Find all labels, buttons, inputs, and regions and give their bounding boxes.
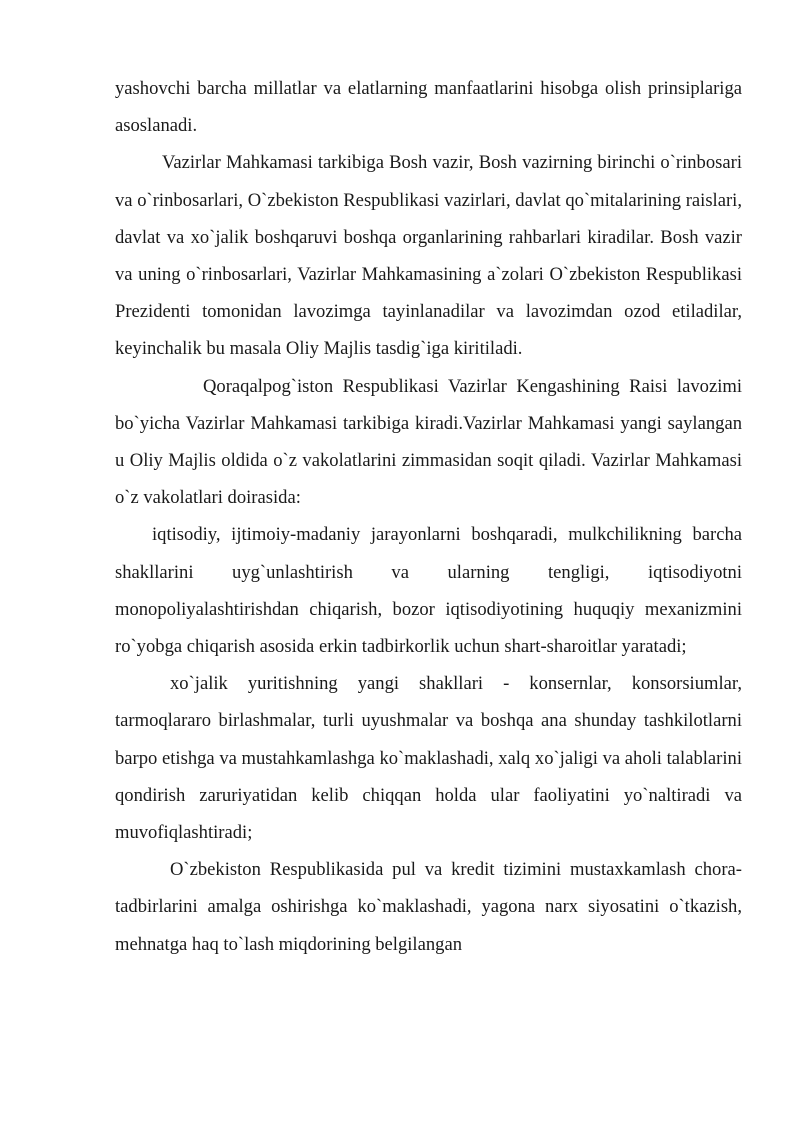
- paragraph-cabinet-composition: Vazirlar Mahkamasi tarkibiga Bosh vazir, Bosh vazirning birinchi o`rinbosari va o`rinbosarlari, O`zbekiston Respublikasi vazirlari, davlat qo`mitalarining raislari, davlat va xo`jalik boshqaruvi boshqa organlarining rahbarlari kiradilar. Bosh vazir va uning o`rinbosarlari, Vazirlar Mahkamasining a`zolari O`zbekiston Respublikasi Prezidenti tomonidan lavozimga tayinlanadilar va lavozimdan ozod etiladilar, keyinchalik bu masala Oliy Majlis tasdig`iga kiritiladi.: [115, 152, 742, 360]
- paragraph-monetary-system: O`zbekiston Respublikasida pul va kredit tizimini mustaxkamlash chora-tadbirlarini amalga oshirishga ko`maklashadi, yagona narx siyosatini o`tkazish, mehnatga haq to`lash miqdorining belgilangan: [115, 859, 742, 955]
- paragraph-economic-management: iqtisodiy, ijtimoiy-madaniy jarayonlarni boshqaradi, mulkchilikning barcha shakllarini uyg`unlashtirish va ularning tengligi, iqtisodiyotni monopoliyalashtirishdan chiqarish, bozor iqtisodiyotining huquqiy mexanizmini ro`yobga chiqarish asosida erkin tadbirkorlik uchun shart-sharoitlar yaratadi;: [115, 524, 742, 658]
- paragraph-continuation: yashovchi barcha millatlar va elatlarning manfaatlarini hisobga olish prinsiplariga asoslanadi.: [115, 78, 742, 137]
- document-page: [115, 70, 742, 963]
- paragraph-new-economic-forms: xo`jalik yuritishning yangi shakllari - konsernlar, konsorsiumlar, tarmoqlararo birlashmalar, turli uyushmalar va boshqa ana shunday tashkilotlarni barpo etishga va mustahkamlashga ko`maklashadi, xalq xo`jaligi va aholi talablarini qondirish zaruriyatidan kelib chiqqan holda ular faoliyatini yo`naltiradi va muvofiqlashtiradi;: [115, 673, 742, 844]
- paragraph-karakalpak-chairman: Qoraqalpog`iston Respublikasi Vazirlar Kengashining Raisi lavozimi bo`yicha Vazirlar Mahkamasi tarkibiga kiradi.Vazirlar Mahkamasi yangi saylangan u Oliy Majlis oldida o`z vakolatlarini zimmasidan soqit qiladi. Vazirlar Mahkamasi o`z vakolatlari doirasida:: [115, 375, 742, 509]
